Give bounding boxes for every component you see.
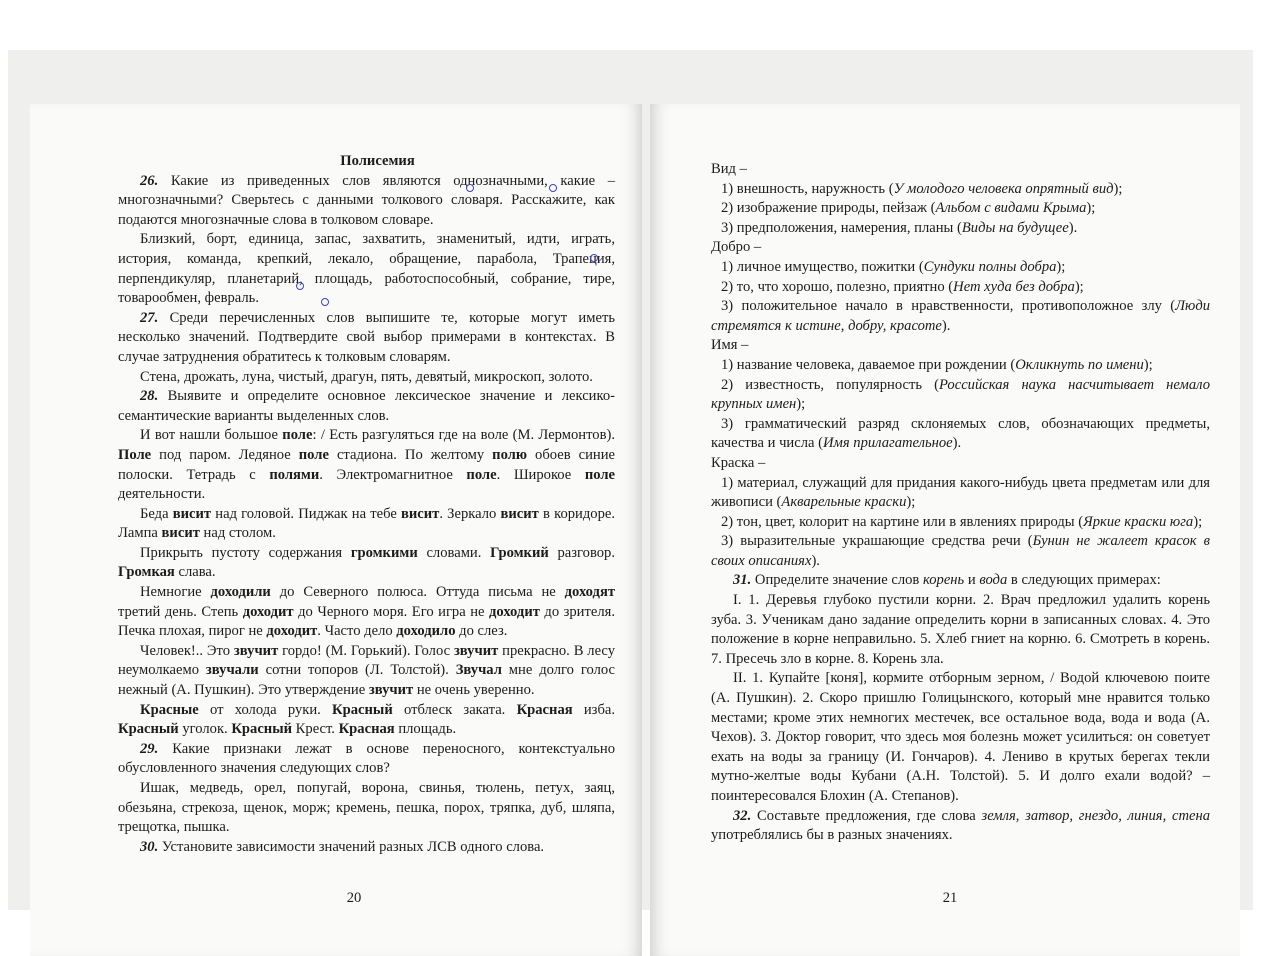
example-phrase: Сундуки полны добра — [923, 258, 1057, 275]
definition: 1) внешность, наружность (У молодого человека опрятный вид); — [721, 180, 1123, 197]
highlighted-word: звучит — [233, 642, 279, 659]
example-visit: Беда висит над головой. Пиджак на тебе висит. Зеркало висит в коридоре. Лампа висит над столом. — [118, 505, 615, 542]
highlighted-word: поле — [298, 446, 329, 463]
task-number: 31. — [733, 572, 752, 589]
highlighted-word: доходило — [396, 623, 456, 640]
highlighted-word: висит — [161, 525, 200, 542]
highlighted-word: полю — [492, 446, 528, 463]
task-number: 29. — [140, 740, 159, 757]
task-number: 26. — [140, 172, 159, 189]
definition: 2) то, что хорошо, полезно, приятно (Нет худа без добра); — [721, 278, 1084, 295]
example-phrase: Люди стремятся к истине, добру, красоте — [711, 298, 1210, 334]
highlighted-word: Громкий — [490, 544, 549, 561]
definition: 2) тон, цвет, колорит на картине или в явлениях природы (Яркие краски юга); — [721, 513, 1203, 530]
highlighted-word: громкими — [350, 544, 418, 561]
highlighted-word: Громкая — [118, 564, 175, 581]
definition: 1) личное имущество, пожитки (Сундуки полны добра); — [721, 258, 1066, 275]
pen-mark — [296, 282, 304, 290]
pen-mark — [321, 298, 329, 306]
definition: 3) положительное начало в нравственности, противоположное злу (Люди стремятся к истине, добру, красоте). — [711, 298, 1210, 334]
task-number: 32. — [733, 807, 752, 824]
task-number: 30. — [140, 838, 159, 855]
pen-mark — [466, 184, 474, 192]
task-30: 30. Установите зависимости значений разных ЛСВ одного слова. — [140, 838, 545, 855]
highlighted-word: Красный — [332, 701, 393, 718]
highlighted-word: поле — [584, 466, 615, 483]
definition: 1) материал, служащий для придания какого-нибудь цвета предметам или для живописи (Акварельные краски); — [711, 474, 1210, 511]
definition: 1) название человека, даваемое при рождении (Окликнуть по имени); — [721, 356, 1153, 373]
definition: 2) изображение природы, пейзаж (Альбом с видами Крыма); — [721, 200, 1096, 217]
definition: 3) грамматический разряд склоняемых слов, обозначающих предметы, качества и числа (Имя прилагательное). — [711, 415, 1210, 452]
highlighted-word: доходит — [242, 603, 294, 620]
definition: 3) предположения, намерения, планы (Виды на будущее). — [721, 219, 1078, 236]
task-27: 27. Среди перечисленных слов выпишите те, которые могут иметь несколько значений. Подтвердите свой выбор примерами в контекстах. В случае затруднения обратитесь к толковым словарям. — [118, 309, 615, 365]
italic-term: вода — [979, 572, 1008, 589]
example-phrase: Российская наука насчитывает немало крупных имен — [711, 376, 1210, 413]
highlighted-word: Звучал — [455, 662, 502, 679]
example-phrase: Нет худа без добра — [953, 278, 1075, 295]
highlighted-word: доходят — [564, 584, 616, 601]
example-phrase: Окликнуть по имени — [1015, 356, 1144, 373]
task-number: 27. — [140, 309, 159, 326]
task-29: 29. Какие признаки лежат в основе переносного, контекстуально обусловленного значения следующих слов? — [118, 740, 615, 777]
example-phrase: Акварельные краски — [781, 494, 907, 511]
highlighted-word: поле — [282, 427, 313, 444]
definition: 2) известность, популярность (Российская наука насчитывает немало крупных имен); — [711, 376, 1210, 413]
task-26: 26. Какие из приведенных слов являются однозначными, какие – многозначными? Сверьтесь с данными толкового словаря. Расскажите, как подаются многозначные слова в толковом словаре. — [118, 172, 615, 228]
highlighted-word: полями — [269, 466, 320, 483]
definition: 3) выразительные украшающие средства речи (Бунин не жалеет красок в своих описаниях). — [711, 533, 1210, 569]
highlighted-word: звучали — [205, 662, 259, 679]
highlighted-word: Красный — [118, 721, 179, 738]
example-phrase: Виды на будущее — [961, 219, 1069, 236]
task-27-words: Стена, дрожать, луна, чистый, драгун, пять, девятый, микроскоп, золото. — [140, 368, 593, 385]
example-krasny: Красные от холода руки. Красный отблеск заката. Красная изба. Красный уголок. Красный Крест. Красная площадь. — [118, 701, 615, 738]
highlighted-word: звучит — [453, 642, 499, 659]
example-phrase: Имя прилагательное — [822, 435, 953, 452]
highlighted-word: доходит — [266, 623, 318, 640]
entry-dobro-head: Добро – — [711, 239, 762, 256]
right-page-text — [711, 160, 1210, 846]
task-26-words: Близкий, борт, единица, запас, захватить, знаменитый, идти, играть, история, команда, крепкий, лекало, обращение, парабола, Трапеция, перпендикуляр, планетарий, площадь, работоспособный, собрание, тире, товарообмен, февраль. — [118, 231, 615, 307]
highlighted-word: доходит — [489, 603, 540, 620]
entry-vid-head: Вид – — [711, 161, 747, 177]
example-phrase: Бунин не жалеет красок в своих описаниях — [711, 533, 1210, 569]
page-number: 21 — [942, 890, 958, 906]
task-31-part-1: I. 1. Деревья глубоко пустили корни. 2. Врач предложил удалить корень зуба. 3. Ученикам дано задание определить корни в записанных словах. 4. Это положение в корне неправильно. 5. Хлеб гниет на корню. 6. Смотреть в корень. 7. Пресечь зло в корне. 8. Корень зла. — [711, 592, 1210, 667]
task-32: 32. Составьте предложения, где слова земля, затвор, гнездо, линия, стена употреблялись бы в разных значениях. — [711, 807, 1210, 844]
highlighted-word: доходили — [210, 584, 271, 601]
example-phrase: Альбом с видами Крыма — [935, 200, 1087, 217]
highlighted-word: Поле — [118, 446, 152, 463]
pen-mark — [549, 184, 557, 192]
italic-term: земля, затвор, гнездо, линия, стена — [981, 807, 1210, 824]
task-29-words: Ишак, медведь, орел, попугай, ворона, свинья, тюлень, петух, заяц, обезьяна, стрекоза, щенок, морж; кремень, пешка, порох, тряпка, дуб, шляпа, трещотка, пышка. — [118, 780, 615, 836]
right-page — [650, 104, 1240, 956]
task-31-part-2: II. 1. Купайте [коня], кормите отборным зерном, / Водой ключевою поите (А. Пушкин). 2. Скоро пришлю Голицынского, который мне нравится только местами; кроме этих немногих местечек, все остальное вода, вода и вода (А. Чехов). 3. Доктор говорит, что здесь моя болезнь может усилиться: он советует ехать на воды за границу (И. Гончаров). 4. Лениво в крутых берегах текли мутно-желтые воды Кубани (А.Н. Толстой). 5. И долго ехали водой? – поинтересовался Блохин (А. Степанов). — [711, 670, 1210, 804]
highlighted-word: Красный — [231, 721, 293, 738]
highlighted-word: висит — [500, 505, 539, 522]
highlighted-word: висит — [401, 505, 440, 522]
example-phrase: Яркие краски юга — [1083, 513, 1194, 530]
highlighted-word: Красная — [516, 701, 573, 718]
left-page — [30, 104, 642, 956]
example-phrase: У молодого человека опрятный вид — [893, 180, 1114, 197]
highlighted-word: висит — [172, 505, 212, 522]
book-spread — [8, 50, 1253, 910]
pen-mark — [590, 254, 598, 262]
left-page-text — [118, 152, 615, 857]
highlighted-word: Красные — [140, 701, 199, 718]
task-number: 28. — [140, 388, 159, 405]
section-heading: Полисемия — [340, 153, 415, 169]
task-28: 28. Выявите и определите основное лексическое значение и лексико-семантические варианты выделенных слов. — [118, 388, 615, 424]
italic-term: корень — [922, 572, 965, 589]
entry-kraska-head: Краска – — [711, 454, 766, 471]
entry-imya-head: Имя – — [711, 337, 749, 354]
page-number: 20 — [346, 890, 362, 906]
highlighted-word: поле — [466, 466, 497, 483]
example-gromkiy: Прикрыть пустоту содержания громкими словами. Громкий разговор. Громкая слава. — [118, 544, 615, 581]
example-pole: И вот нашли большое поле: / Есть разгуляться где на воле (М. Лермонтов). Поле под паром. Ледяное поле стадиона. По желтому полю обоев синие полоски. Тетрадь с полями. Электромагнитное поле. Широкое поле деятельности. — [118, 427, 615, 503]
highlighted-word: звучит — [368, 682, 414, 699]
task-31: 31. Определите значение слов корень и вода в следующих примерах: — [733, 572, 1161, 589]
example-zvuchit: Человек!.. Это звучит гордо! (М. Горький). Голос звучит прекрасно. В лесу неумолкаемо звучали сотни топоров (Л. Толстой). Звучал мне долго голос нежный (А. Пушкин). Это утверждение звучит не очень уверенно. — [118, 642, 615, 699]
highlighted-word: Красная — [338, 721, 395, 738]
example-dohodit: Немногие доходили до Северного полюса. Оттуда письма не доходят третий день. Степь доходит до Черного моря. Его игра не доходит до зрителя. Печка плохая, пирог не доходит. Часто дело доходило до слез. — [118, 584, 616, 640]
